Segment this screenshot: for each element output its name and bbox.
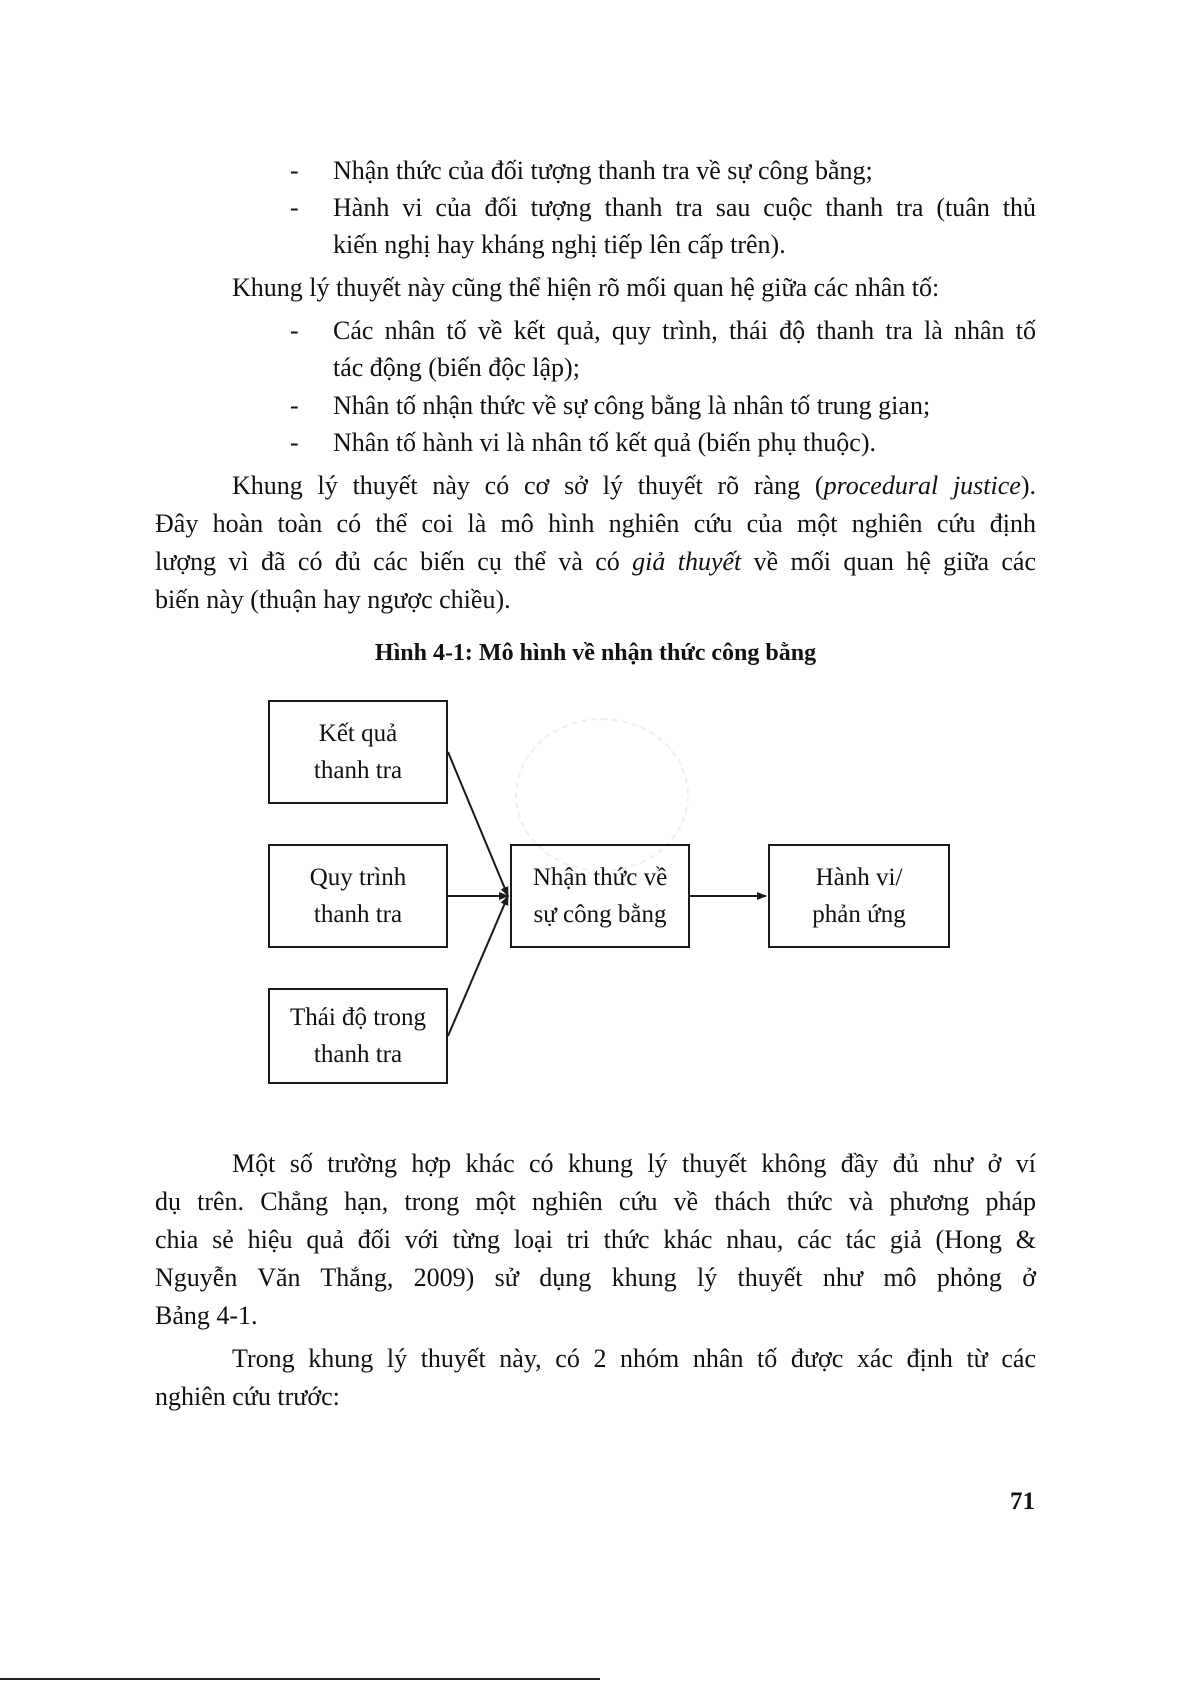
arrow-outcome-to-perception bbox=[448, 752, 508, 896]
paragraph-line: lượng vì đã có đủ các biến cụ thể và có giả thuyết về mối quan hệ giữa các bbox=[155, 547, 1036, 576]
figure-caption: Hình 4-1: Mô hình về nhận thức công bằng bbox=[374, 640, 817, 666]
list-bullet: - bbox=[290, 193, 299, 222]
list-bullet: - bbox=[290, 316, 299, 345]
list-bullet: - bbox=[290, 428, 299, 457]
paragraph-line: Đây hoàn toàn có thể coi là mô hình nghiên cứu của một nghiên cứu định bbox=[155, 509, 1036, 538]
list-item: Nhân tố nhận thức về sự công bằng là nhân tố trung gian; bbox=[333, 391, 931, 420]
bottom-rule bbox=[0, 1678, 600, 1680]
box-process: Quy trình thanh tra bbox=[268, 844, 448, 948]
list-bullet: - bbox=[290, 391, 299, 420]
list-bullet: - bbox=[290, 156, 299, 185]
box-attitude: Thái độ trong thanh tra bbox=[268, 988, 448, 1084]
list-item: Nhân tố hành vi là nhân tố kết quả (biến phụ thuộc). bbox=[333, 428, 876, 457]
paragraph-line: nghiên cứu trước: bbox=[155, 1382, 340, 1411]
list-item: Các nhân tố về kết quả, quy trình, thái độ thanh tra là nhân tố bbox=[333, 316, 1036, 345]
paragraph-line: dụ trên. Chẳng hạn, trong một nghiên cứu về thách thức và phương pháp bbox=[155, 1187, 1036, 1216]
list-item-continuation: kiến nghị hay kháng nghị tiếp lên cấp trên). bbox=[333, 230, 786, 259]
paragraph-line: chia sẻ hiệu quả đối với từng loại tri thức khác nhau, các tác giả (Hong & bbox=[155, 1225, 1036, 1254]
paragraph-line: Một số trường hợp khác có khung lý thuyết không đầy đủ như ở ví bbox=[232, 1149, 1036, 1178]
list-item: Hành vi của đối tượng thanh tra sau cuộc thanh tra (tuân thủ bbox=[333, 193, 1036, 222]
page-number: 71 bbox=[1010, 1488, 1035, 1515]
box-behavior: Hành vi/ phản ứng bbox=[768, 844, 950, 948]
arrow-attitude-to-perception bbox=[448, 896, 508, 1036]
paragraph-line: Trong khung lý thuyết này, có 2 nhóm nhân tố được xác định từ các bbox=[232, 1344, 1036, 1373]
paragraph-line: Nguyễn Văn Thắng, 2009) sử dụng khung lý thuyết như mô phỏng ở bbox=[155, 1263, 1036, 1292]
box-perception: Nhận thức về sự công bằng bbox=[510, 844, 690, 948]
list-item: Nhận thức của đối tượng thanh tra về sự công bằng; bbox=[333, 156, 873, 185]
paragraph-line: Khung lý thuyết này có cơ sở lý thuyết rõ ràng (procedural justice). bbox=[232, 471, 1036, 500]
paragraph-line: biến này (thuận hay ngược chiều). bbox=[155, 585, 511, 614]
list-item-continuation: tác động (biến độc lập); bbox=[333, 353, 580, 382]
box-outcome: Kết quả thanh tra bbox=[268, 700, 448, 804]
intro-sentence: Khung lý thuyết này cũng thể hiện rõ mối quan hệ giữa các nhân tố: bbox=[232, 273, 940, 302]
paragraph-line: Bảng 4-1. bbox=[155, 1301, 258, 1330]
